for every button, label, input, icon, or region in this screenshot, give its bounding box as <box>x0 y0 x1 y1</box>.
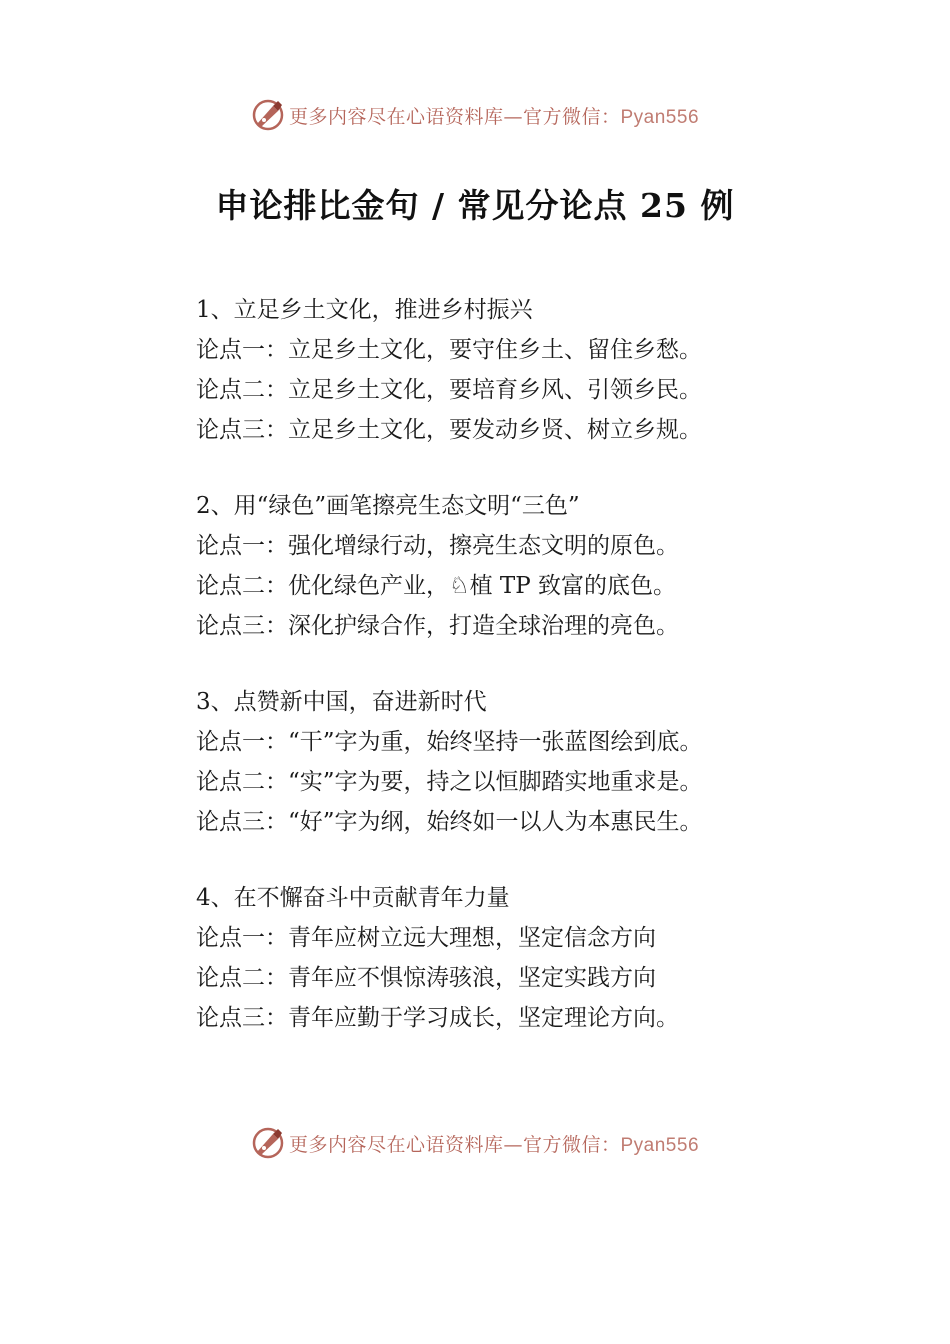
banner-text <box>289 102 699 129</box>
section-heading: 3、点赞新中国，奋进新时代 <box>196 689 487 715</box>
argument-point: 论点三：“好”字为纲，始终如一以人为本惠民生。 <box>196 809 703 835</box>
section-heading: 4、在不懈奋斗中贡献青年力量 <box>196 885 510 911</box>
footer-banner <box>0 1123 950 1163</box>
argument-point: 论点一：青年应树立远大理想，坚定信念方向 <box>196 925 656 951</box>
section-3 <box>196 682 816 842</box>
header-banner <box>0 95 950 135</box>
argument-point: 论点一：强化增绿行动，擦亮生态文明的原色。 <box>196 533 679 559</box>
argument-point: 论点二：“实”字为要，持之以恒脚踏实地重求是。 <box>196 769 703 795</box>
argument-point: 论点二：青年应不惧惊涛骇浪，坚定实践方向 <box>196 965 656 991</box>
page-title: 申论排比金句 / 常见分论点 25 例 <box>215 186 735 225</box>
banner-caption: 更多内容尽在心语资料库—官方微信： <box>288 1133 621 1156</box>
argument-point: 论点三：深化护绿合作，打造全球治理的亮色。 <box>196 613 679 639</box>
document-body <box>196 290 816 1074</box>
pen-nib-logo-icon <box>251 98 285 132</box>
argument-point: 论点一：立足乡土文化，要守住乡土、留住乡愁。 <box>196 337 702 363</box>
banner-caption: 更多内容尽在心语资料库—官方微信： <box>288 105 621 128</box>
argument-point: 论点三：立足乡土文化，要发动乡贤、树立乡规。 <box>196 417 702 443</box>
section-4 <box>196 878 816 1038</box>
section-2 <box>196 486 816 646</box>
argument-point: 论点一：“干”字为重，始终坚持一张蓝图绘到底。 <box>196 729 703 755</box>
section-1 <box>196 290 816 450</box>
argument-point: 论点二：优化绿色产业，♘植 TP 致富的底色。 <box>196 573 677 599</box>
banner-text <box>289 1130 699 1157</box>
argument-point: 论点三：青年应勤于学习成长，坚定理论方向。 <box>196 1005 679 1031</box>
section-heading: 2、用“绿色”画笔擦亮生态文明“三色” <box>196 493 580 519</box>
pen-nib-logo-icon <box>251 1126 285 1160</box>
wechat-id: Pyan556 <box>620 106 700 128</box>
argument-point: 论点二：立足乡土文化，要培育乡风、引领乡民。 <box>196 377 702 403</box>
section-heading: 1、立足乡土文化，推进乡村振兴 <box>196 297 533 323</box>
wechat-id: Pyan556 <box>620 1134 700 1156</box>
